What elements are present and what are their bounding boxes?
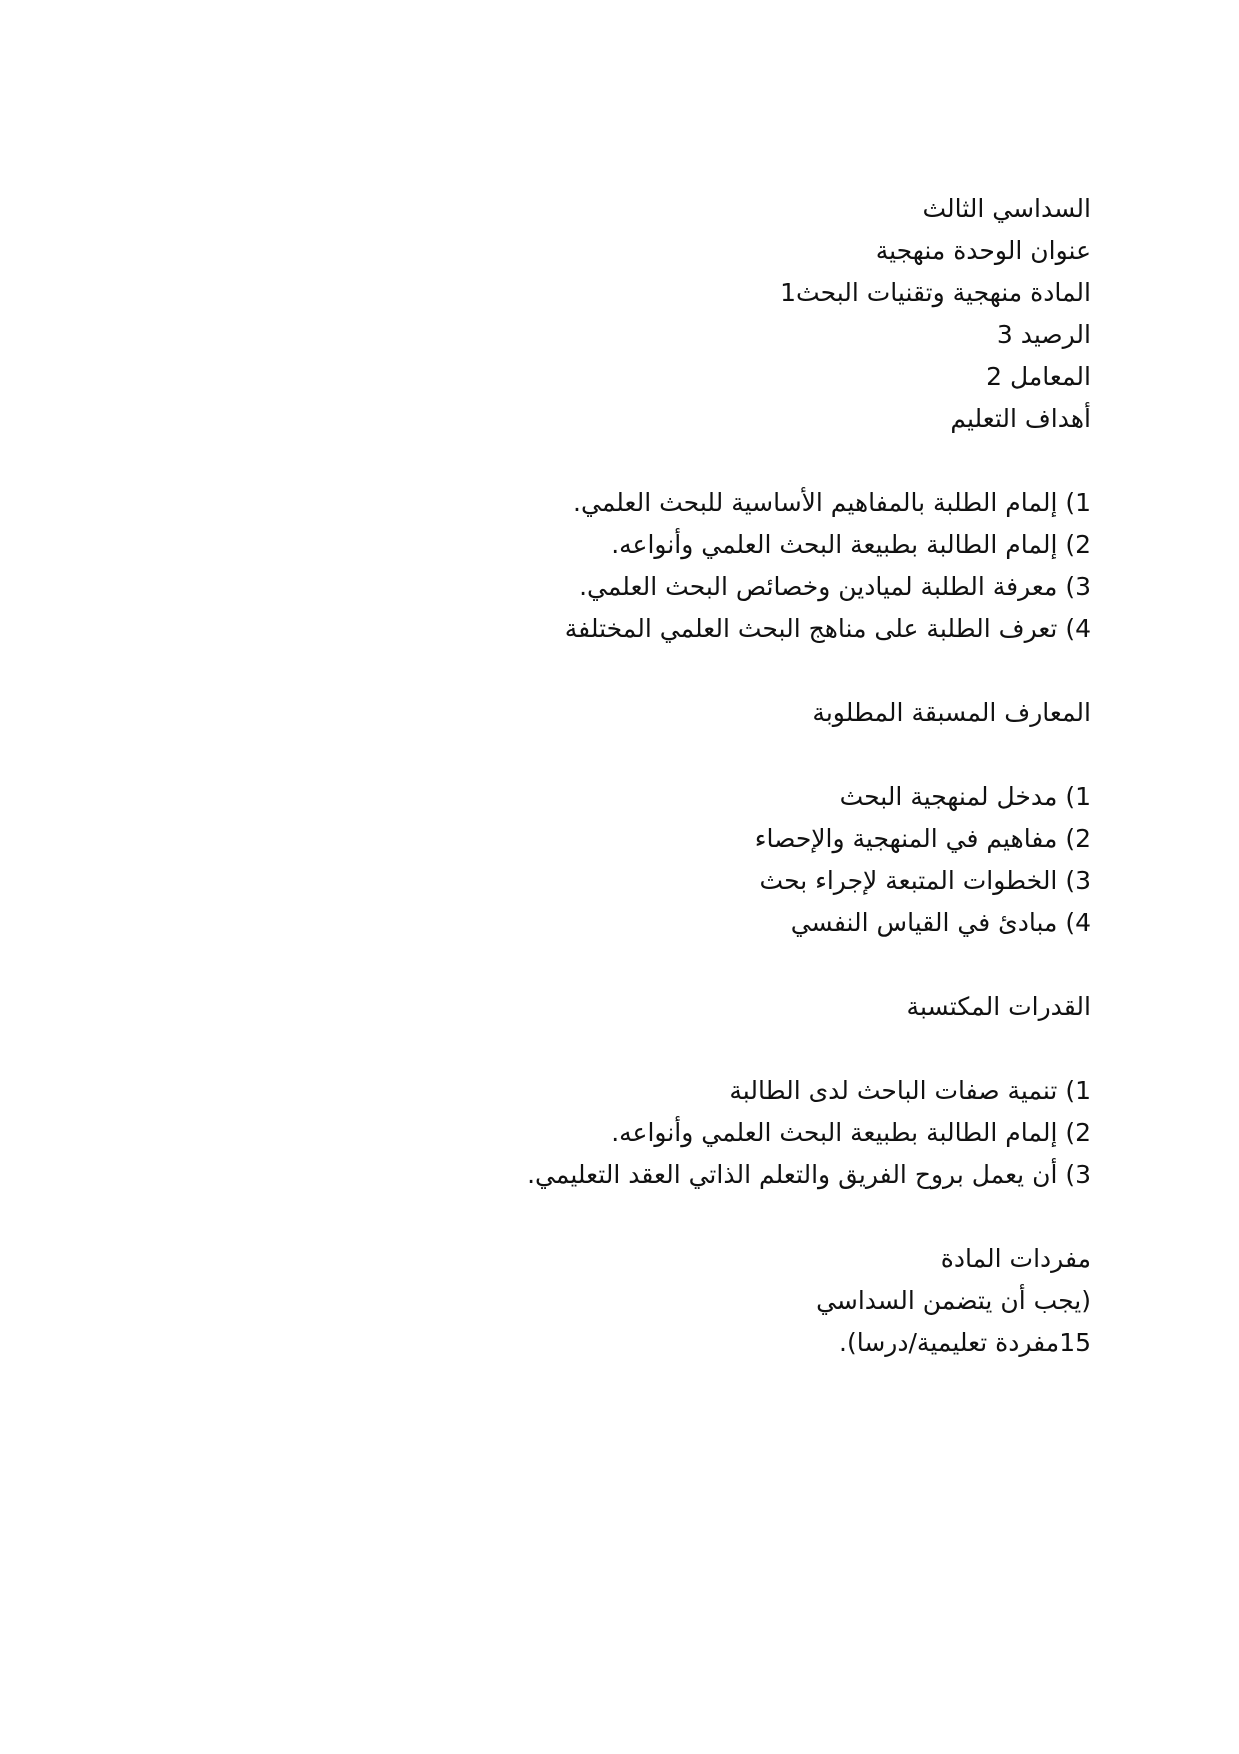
syllabus-heading: مفردات المادة <box>940 1244 1091 1273</box>
unit-title-line: عنوان الوحدة منهجية <box>875 236 1091 265</box>
subject-line: المادة منهجية وتقنيات البحث1 <box>780 278 1091 307</box>
spacer <box>391 1028 1091 1070</box>
objective-item: 4) تعرف الطلبة على مناهج البحث العلمي المختلفة <box>564 614 1091 643</box>
objectives-heading: أهداف التعليم <box>950 404 1091 433</box>
objective-item: 3) معرفة الطلبة لميادين وخصائص البحث العلمي. <box>579 572 1091 601</box>
prerequisite-item: 3) الخطوات المتبعة لإجراء بحث <box>759 866 1091 895</box>
spacer <box>391 1196 1091 1238</box>
prerequisites-heading: المعارف المسبقة المطلوبة <box>812 698 1091 727</box>
prerequisite-item: 2) مفاهيم في المنهجية والإحصاء <box>754 824 1091 853</box>
objective-item: 2) إلمام الطالبة بطبيعة البحث العلمي وأنواعه. <box>611 530 1091 559</box>
ability-item: 2) إلمام الطالبة بطبيعة البحث العلمي وأنواعه. <box>611 1118 1091 1147</box>
syllabus-note-line: (يجب أن يتضمن السداسي <box>816 1286 1091 1315</box>
coefficient-line: المعامل 2 <box>986 362 1091 391</box>
ability-item: 1) تنمية صفات الباحث لدى الطالبة <box>729 1076 1091 1105</box>
ability-item: 3) أن يعمل بروح الفريق والتعلم الذاتي العقد التعليمي. <box>527 1160 1091 1189</box>
objective-item: 1) إلمام الطلبة بالمفاهيم الأساسية للبحث العلمي. <box>573 488 1091 517</box>
prerequisite-item: 4) مبادئ في القياس النفسي <box>790 908 1091 937</box>
credit-line: الرصيد 3 <box>996 320 1091 349</box>
semester-line: السداسي الثالث <box>922 194 1091 223</box>
syllabus-note-line: 15مفردة تعليمية/درسا). <box>839 1328 1091 1357</box>
document-body <box>391 188 1091 1364</box>
spacer <box>391 440 1091 482</box>
spacer <box>391 734 1091 776</box>
spacer <box>391 944 1091 986</box>
abilities-heading: القدرات المكتسبة <box>906 992 1091 1021</box>
prerequisite-item: 1) مدخل لمنهجية البحث <box>839 782 1091 811</box>
spacer <box>391 650 1091 692</box>
